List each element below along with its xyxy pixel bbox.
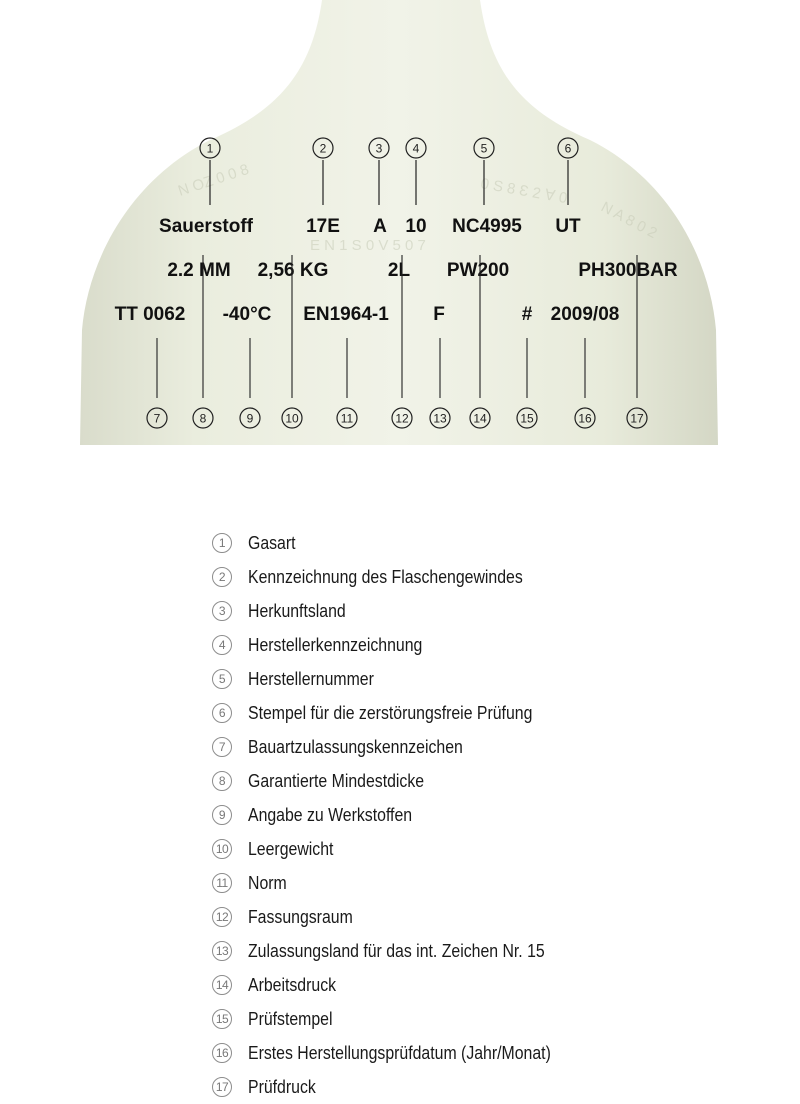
marking-5: NC4995 — [452, 216, 522, 237]
legend-item — [212, 764, 772, 798]
legend-number-badge: 6 — [212, 703, 232, 723]
marker-14-number: 14 — [473, 411, 487, 426]
svg-text:E N 1 S 0 V 5 0 7: E N 1 S 0 V 5 0 7 — [310, 237, 426, 254]
legend-item — [212, 1002, 772, 1036]
legend-list — [212, 526, 772, 1104]
legend-label: Norm — [248, 872, 287, 893]
legend-label: Fassungsraum — [248, 906, 353, 927]
legend-item — [212, 696, 772, 730]
legend-label: Herkunftsland — [248, 600, 346, 621]
legend-label: Leergewicht — [248, 838, 334, 859]
svg-text:N A 8 0 2: N A 8 0 2 — [598, 198, 660, 243]
marker-5-number: 5 — [480, 141, 488, 156]
legend-label: Angabe zu Werkstoffen — [248, 804, 413, 825]
legend-number-badge: 15 — [212, 1009, 232, 1029]
marker-11-number: 11 — [340, 411, 354, 426]
legend-label: Stempel für die zerstörungsfreie Prüfung — [248, 702, 533, 723]
legend-label: Prüfstempel — [248, 1008, 333, 1029]
legend-item — [212, 1070, 772, 1104]
legend-item — [212, 866, 772, 900]
legend-label: Bauartzulassungskennzeichen — [248, 736, 463, 757]
marking-row3-3: EN1964-1 — [303, 304, 389, 325]
legend-item — [212, 730, 772, 764]
marker-15-number: 15 — [520, 411, 534, 426]
marker-17-number: 17 — [630, 411, 644, 426]
legend-item — [212, 1036, 772, 1070]
legend-label: Kennzeichnung des Flaschengewindes — [248, 566, 523, 587]
legend-number-badge: 17 — [212, 1077, 232, 1097]
legend-number-badge: 10 — [212, 839, 232, 859]
marking-row2-4: PW200 — [446, 260, 510, 281]
marker-6-number: 6 — [564, 141, 572, 156]
legend-number-badge: 7 — [212, 737, 232, 757]
legend-label: Herstellerkennzeichnung — [248, 634, 423, 655]
legend-number-badge: 13 — [212, 941, 232, 961]
legend-number-badge: 1 — [212, 533, 232, 553]
legend-label: Garantierte Mindestdicke — [248, 770, 425, 791]
legend-number-badge: 2 — [212, 567, 232, 587]
marker-16-number: 16 — [578, 411, 592, 426]
marker-9-number: 9 — [246, 411, 254, 426]
marking-row3-2: -40°C — [222, 304, 272, 325]
legend-item — [212, 526, 772, 560]
legend-label: Gasart — [248, 532, 296, 553]
legend-item — [212, 662, 772, 696]
marker-10-number: 10 — [285, 411, 299, 426]
legend-number-badge: 5 — [212, 669, 232, 689]
svg-text:N OZ 0 0 8: N OZ 0 0 8 — [175, 160, 252, 200]
marking-6: UT — [555, 216, 581, 237]
legend-label: Zulassungsland für das int. Zeichen Nr. 15 — [248, 940, 545, 961]
legend-number-badge: 12 — [212, 907, 232, 927]
legend-number-badge: 8 — [212, 771, 232, 791]
marking-row2-2: 2,56 KG — [257, 260, 329, 281]
marking-3: A — [373, 216, 387, 237]
legend-item — [212, 560, 772, 594]
marking-row3-6: 2009/08 — [550, 304, 620, 325]
marker-8-number: 8 — [199, 411, 207, 426]
legend-number-badge: 9 — [212, 805, 232, 825]
legend-item — [212, 900, 772, 934]
marker-3-number: 3 — [375, 141, 383, 156]
marker-4-number: 4 — [412, 141, 420, 156]
legend-item — [212, 832, 772, 866]
marking-row2-3: 2L — [387, 260, 411, 281]
legend-number-badge: 11 — [212, 873, 232, 893]
svg-text:0 S 8 Ɛ 2 ∀ 0: 0 S 8 Ɛ 2 ∀ 0 — [479, 175, 569, 208]
marking-2: 17E — [306, 216, 340, 237]
marking-row3-5: # — [521, 304, 533, 325]
marking-row2-1: 2.2 MM — [167, 260, 231, 281]
legend-number-badge: 14 — [212, 975, 232, 995]
legend-number-badge: 3 — [212, 601, 232, 621]
legend-label: Arbeitsdruck — [248, 974, 337, 995]
legend-item — [212, 798, 772, 832]
marker-7-number: 7 — [153, 411, 161, 426]
legend-item — [212, 628, 772, 662]
legend-number-badge: 4 — [212, 635, 232, 655]
marker-12-number: 12 — [395, 411, 409, 426]
legend-label: Herstellernummer — [248, 668, 374, 689]
marking-row3-4: F — [433, 304, 445, 325]
legend-label: Prüfdruck — [248, 1076, 316, 1097]
marking-row3-1: TT 0062 — [114, 304, 186, 325]
marking-4: 10 — [405, 216, 427, 237]
cylinder-illustration — [0, 0, 800, 445]
marker-13-number: 13 — [433, 411, 447, 426]
marker-2-number: 2 — [319, 141, 327, 156]
legend-item — [212, 594, 772, 628]
marker-1-number: 1 — [206, 141, 214, 156]
legend-item — [212, 934, 772, 968]
legend-item — [212, 968, 772, 1002]
marking-1: Sauerstoff — [159, 216, 253, 237]
marking-row2-5: PH300BAR — [578, 260, 678, 281]
legend-number-badge: 16 — [212, 1043, 232, 1063]
legend-label: Erstes Herstellungsprüfdatum (Jahr/Monat) — [248, 1042, 551, 1063]
